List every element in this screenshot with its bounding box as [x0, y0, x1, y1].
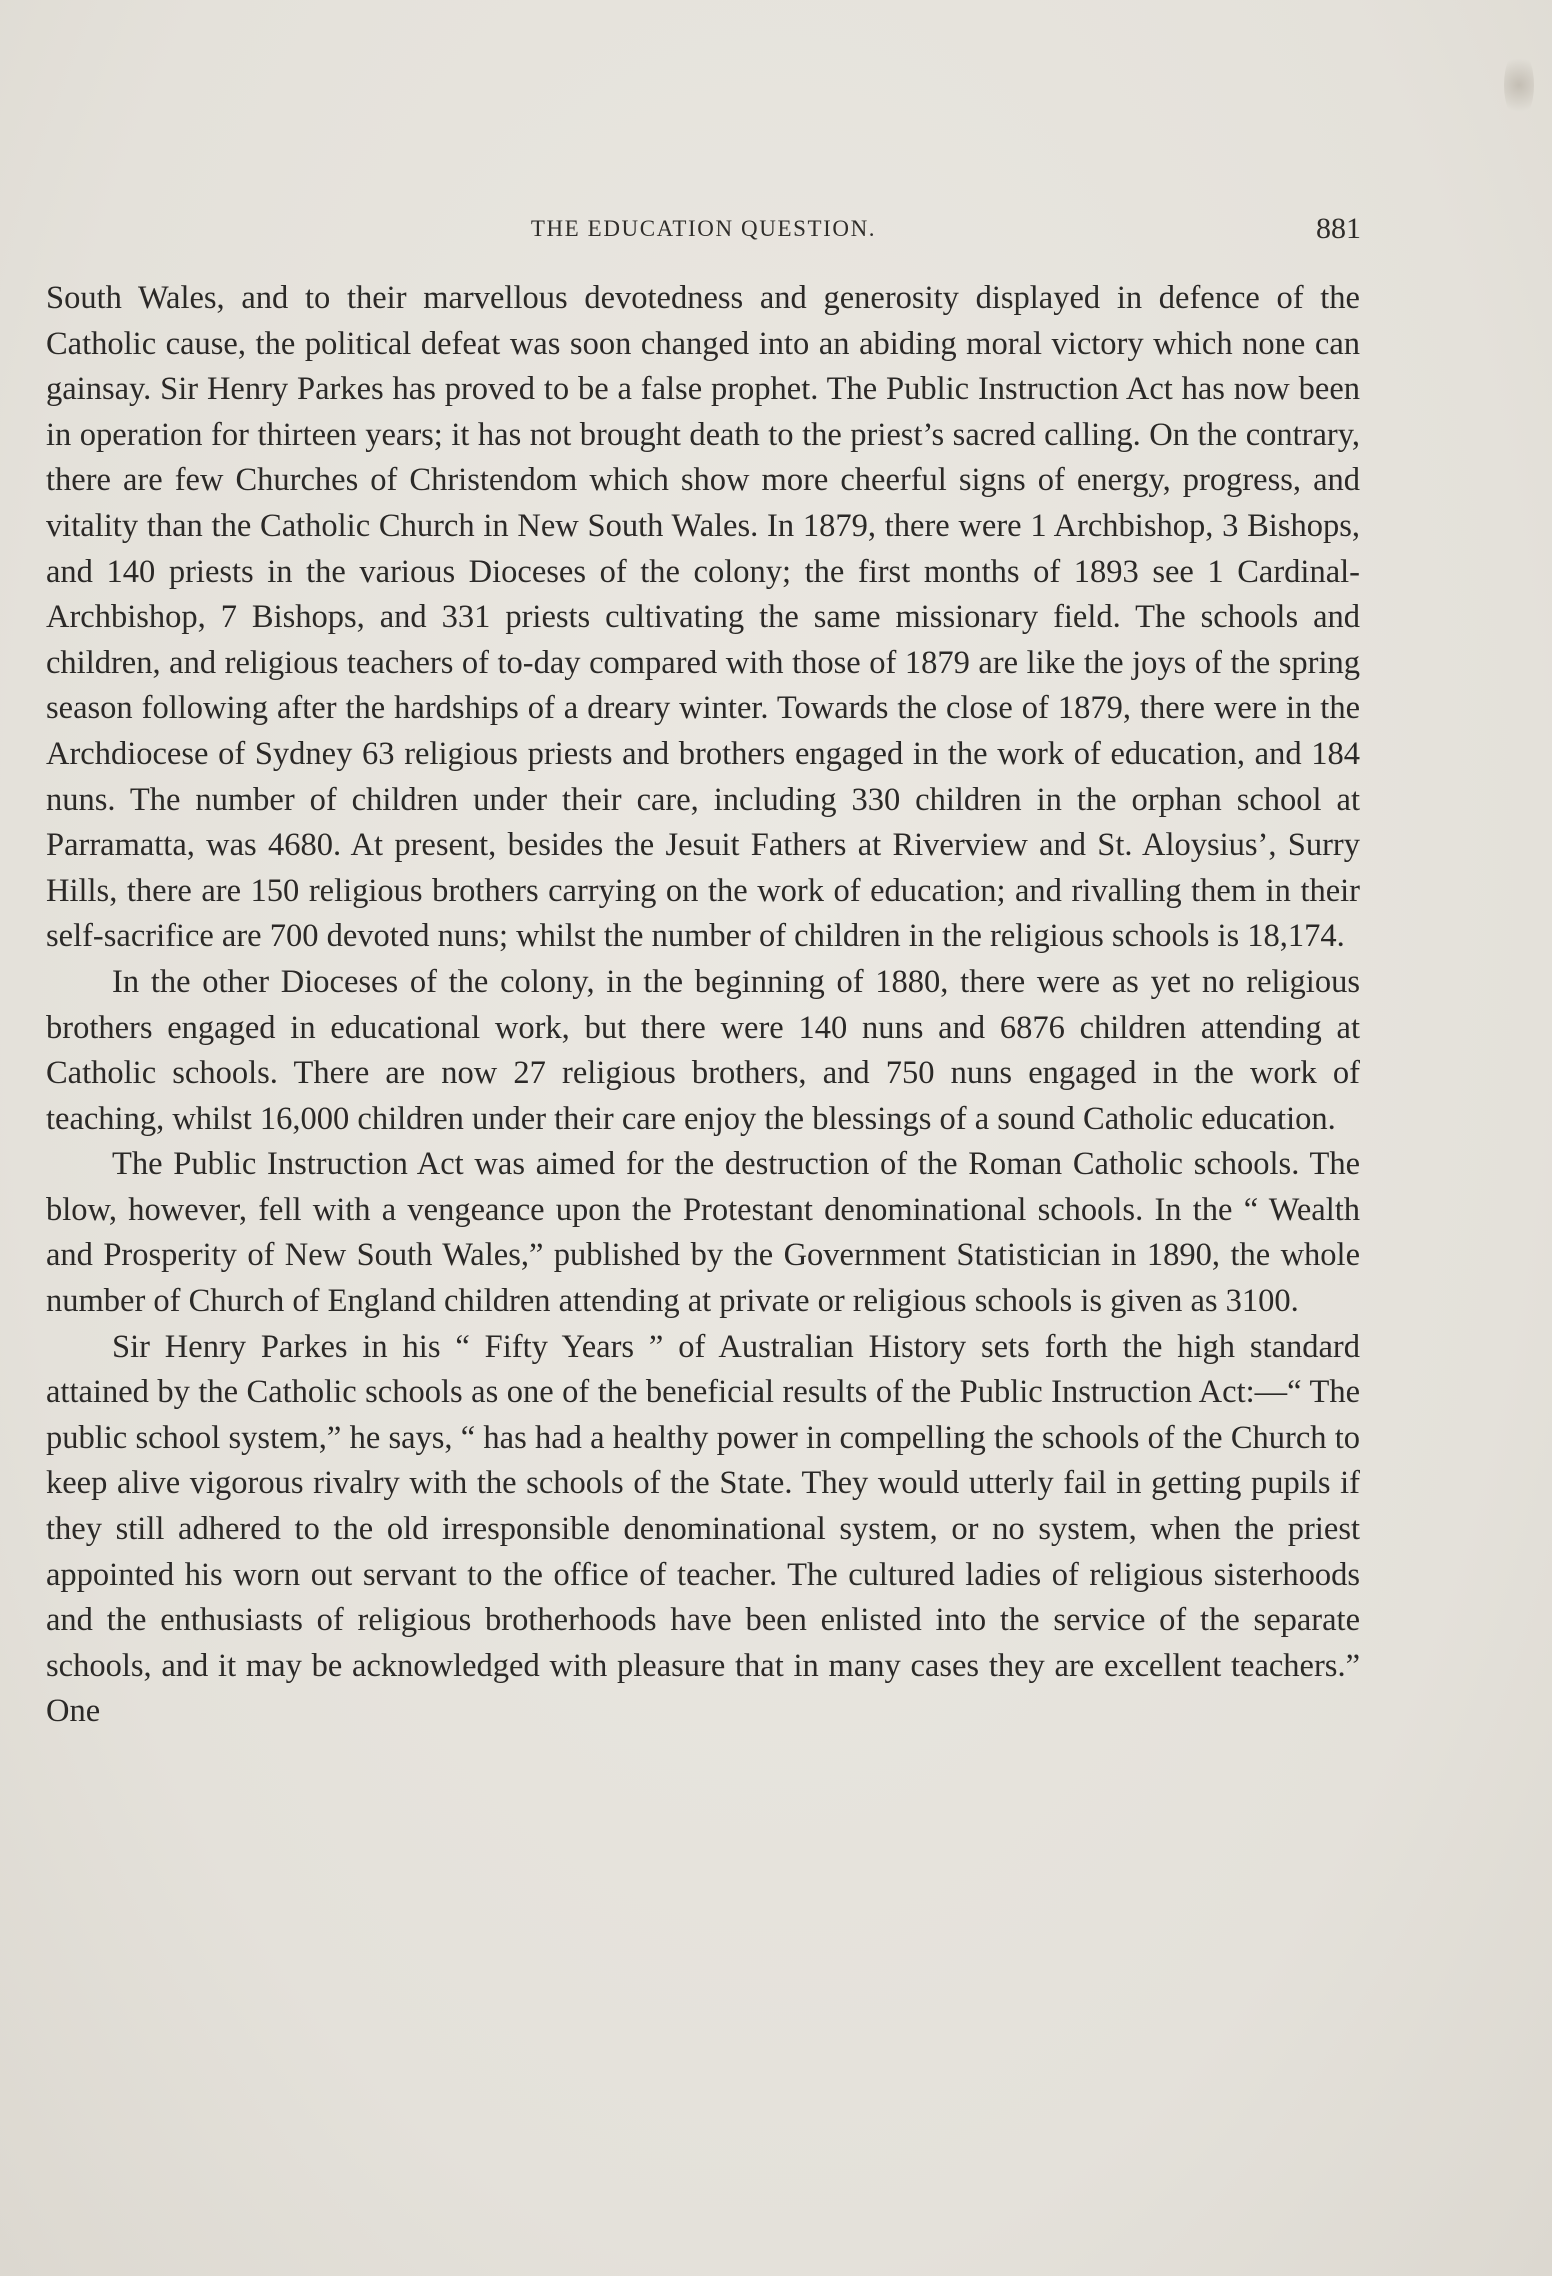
paragraph-continued: South Wales, and to their marvellous devotedness and generosity displayed in defence of the Catholic cause, the political defeat was soon changed into an abiding moral victory which none can gainsay. Sir Henry Parkes has proved to be a false prophet. The Public Instruction Act has now been in operation for thirteen years; it has not brought death to the priest’s sacred calling. On the contrary, there are few Churches of Christendom which show more cheerful signs of energy, progress, and vitality than the Catholic Church in New South Wales. In 1879, there were 1 Archbishop, 3 Bishops, and 140 priests in the various Dioceses of the colony; the first months of 1893 see 1 Cardinal-Archbishop, 7 Bishops, and 331 priests cultivating the same missionary field. The schools and children, and religious teachers of to-day compared with those of 1879 are like the joys of the spring season following after the hardships of a dreary winter. Towards the close of 1879, there were in the Archdiocese of Sydney 63 religious priests and brothers engaged in the work of education, and 184 nuns. The number of children under their care, including 330 children in the orphan school at Parramatta, was 4680. At present, besides the Jesuit Fathers at Riverview and St. Aloysius’, Surry Hills, there are 150 religious brothers carrying on the work of education; and rivalling them in their self-sacrifice are 700 devoted nuns; whilst the number of children in the religious schools is 18,174.	[46, 280, 1360, 955]
paragraph-parkes-quote: Sir Henry Parkes in his “ Fifty Years ” of Australian History sets forth the high standard attained by the Catholic schools as one of the beneficial results of the Public Instruction Act:—“ The public school system,” he says, “ has had a healthy power in compelling the schools of the Church to keep alive vigorous rivalry with the schools of the State. They would utterly fail in getting pupils if they still adhered to the old irresponsible denominational system, or no system, when the priest appointed his worn out servant to the office of teacher. The cultured ladies of religious sisterhoods and the enthusiasts of religious brotherhoods have been enlisted into the service of the separate schools, and it may be acknowledged with pleasure that in many cases they are excellent teachers.” One	[46, 1328, 1360, 1730]
body-text	[46, 276, 1360, 1735]
page-number: 881	[1316, 212, 1361, 245]
running-header	[46, 212, 1361, 252]
page-smudge	[1504, 50, 1534, 120]
paragraph-other-dioceses: In the other Dioceses of the colony, in the beginning of 1880, there were as yet no religious brothers engaged in educational work, but there were 140 nuns and 6876 children attending at Catholic schools. There are now 27 religious brothers, and 750 nuns engaged in the work of teaching, whilst 16,000 children under their care enjoy the blessings of a sound Catholic education.	[46, 963, 1360, 1137]
paragraph-public-instruction-act: The Public Instruction Act was aimed for the destruction of the Roman Catholic schools. The blow, however, fell with a vengeance upon the Protestant denominational schools. In the “ Wealth and Prosperity of New South Wales,” published by the Government Statistician in 1890, the whole number of Church of England children attending at private or religious schools is given as 3100.	[46, 1146, 1360, 1320]
page-title: THE EDUCATION QUESTION.	[530, 216, 877, 241]
